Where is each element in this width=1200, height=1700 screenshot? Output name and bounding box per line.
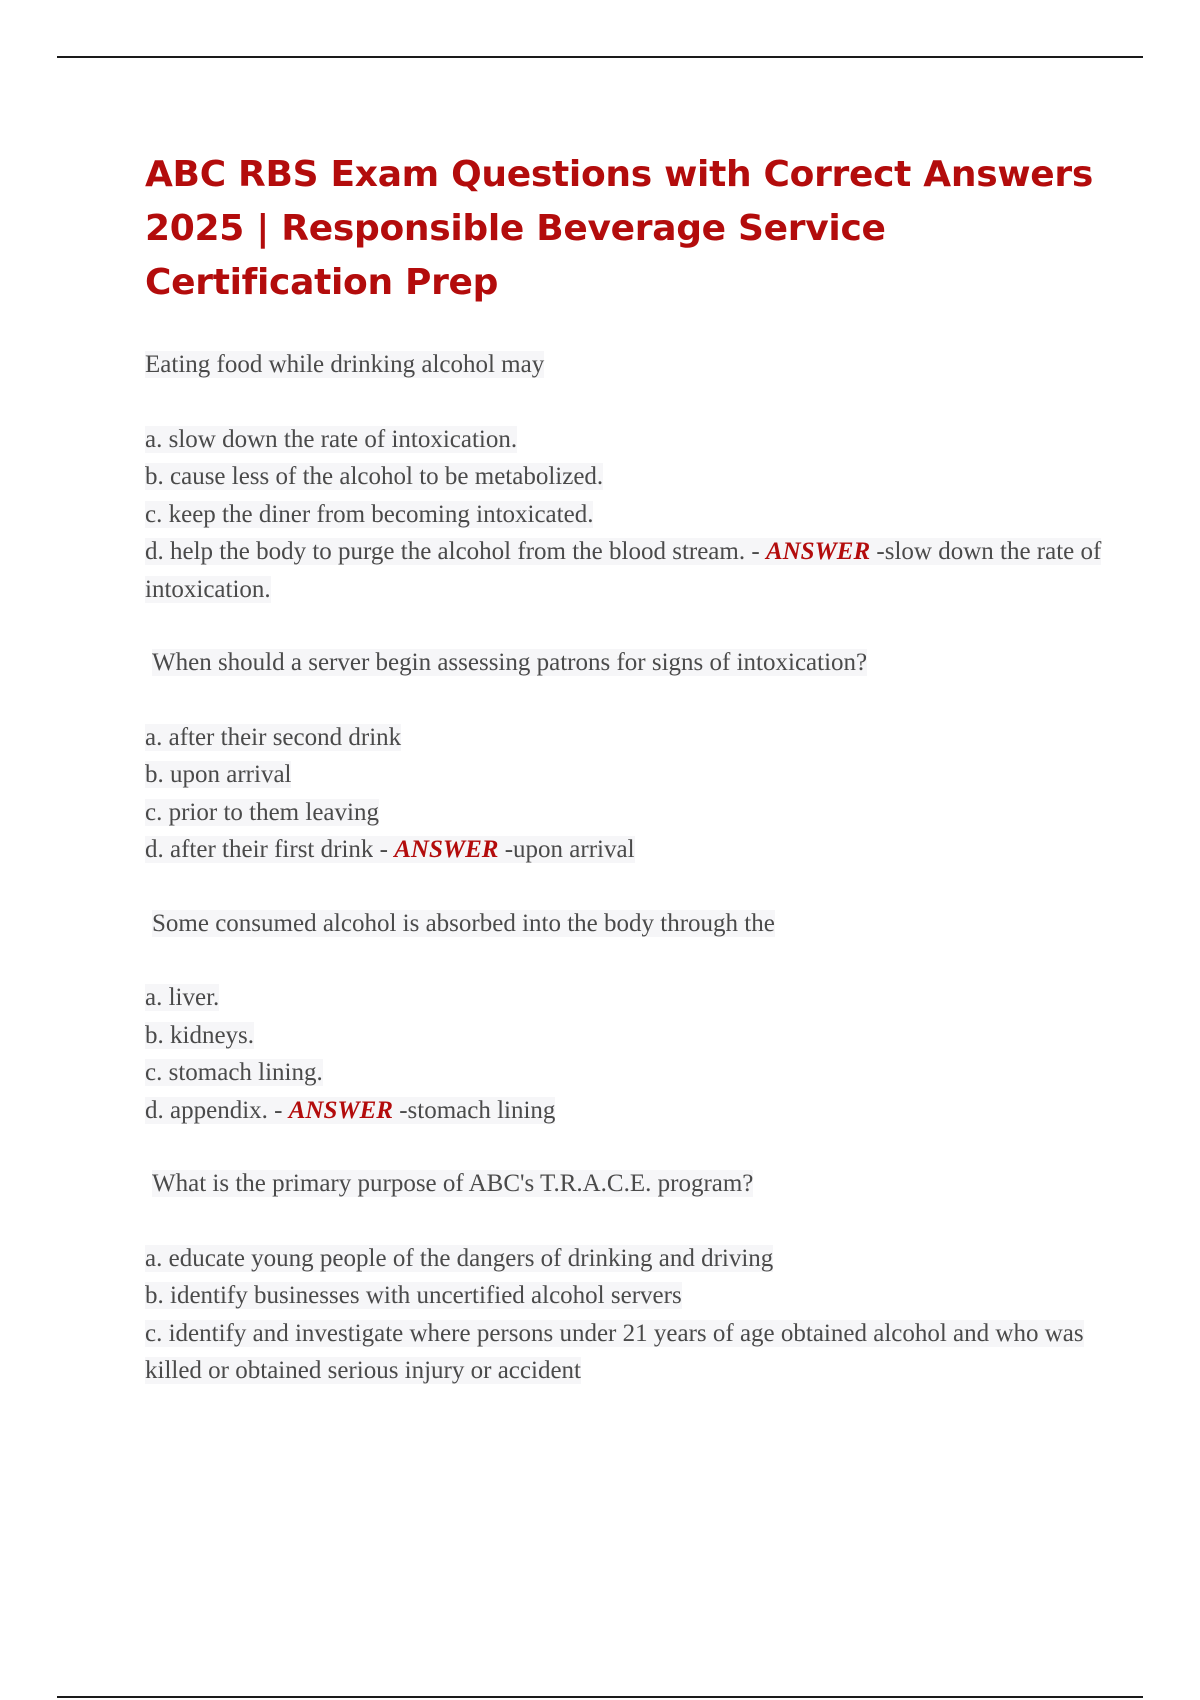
document-body <box>145 148 1105 1390</box>
answer-option: c. identify and investigate where persons under 21 years of age obtained alcohol and who was killed or obtained serious injury or accident <box>145 1319 1084 1384</box>
bottom-rule <box>57 1696 1143 1698</box>
answer-option: a. liver. <box>145 984 220 1011</box>
answer-separator: - <box>373 836 395 863</box>
answer-option: c. keep the diner from becoming intoxicated. <box>145 500 594 528</box>
answer-separator: - <box>745 538 766 565</box>
question-block <box>145 1165 1105 1390</box>
document-title: ABC RBS Exam Questions with Correct Answers 2025 | Responsible Beverage Service Certification Prep <box>145 154 1093 303</box>
answer-option: a. slow down the rate of intoxication. <box>145 425 518 453</box>
answer-option: d. after their first drink - ANSWER -upon arrival <box>145 836 635 863</box>
question-text: Some consumed alcohol is absorbed into the body through the <box>152 909 775 937</box>
question-block <box>145 644 1105 869</box>
answer-separator: - <box>267 1096 289 1124</box>
top-rule <box>57 56 1143 58</box>
answer-option: c. prior to them leaving <box>145 798 379 826</box>
correct-answer: -slow down the rate of intoxication. <box>145 538 1102 603</box>
answer-option: d. appendix. - ANSWER -stomach lining <box>145 1096 556 1124</box>
answer-option: b. upon arrival <box>145 761 292 788</box>
question-text: Eating food while drinking alcohol may <box>145 351 545 378</box>
answer-label: ANSWER <box>765 538 871 565</box>
answer-label: ANSWER <box>288 1096 393 1124</box>
answer-option: b. identify businesses with uncertified alcohol servers <box>145 1282 682 1309</box>
question-text: When should a server begin assessing patrons for signs of intoxication? <box>152 649 868 676</box>
answer-option: b. kidneys. <box>145 1021 255 1049</box>
question-block <box>145 346 1105 608</box>
answer-option: d. help the body to purge the alcohol from the blood stream. - ANSWER -slow down the rate of intoxication. <box>145 538 1102 603</box>
answer-option: a. after their second drink <box>145 723 402 751</box>
answer-option: b. cause less of the alcohol to be metabolized. <box>145 463 604 490</box>
correct-answer: -upon arrival <box>498 836 634 863</box>
answer-option: a. educate young people of the dangers of drinking and driving <box>145 1244 774 1272</box>
question-block <box>145 905 1105 1130</box>
answer-option: c. stomach lining. <box>145 1059 323 1086</box>
answer-label: ANSWER <box>394 836 499 863</box>
question-text: What is the primary purpose of ABC's T.R.A.C.E. program? <box>152 1170 754 1197</box>
correct-answer: -stomach lining <box>393 1097 555 1124</box>
